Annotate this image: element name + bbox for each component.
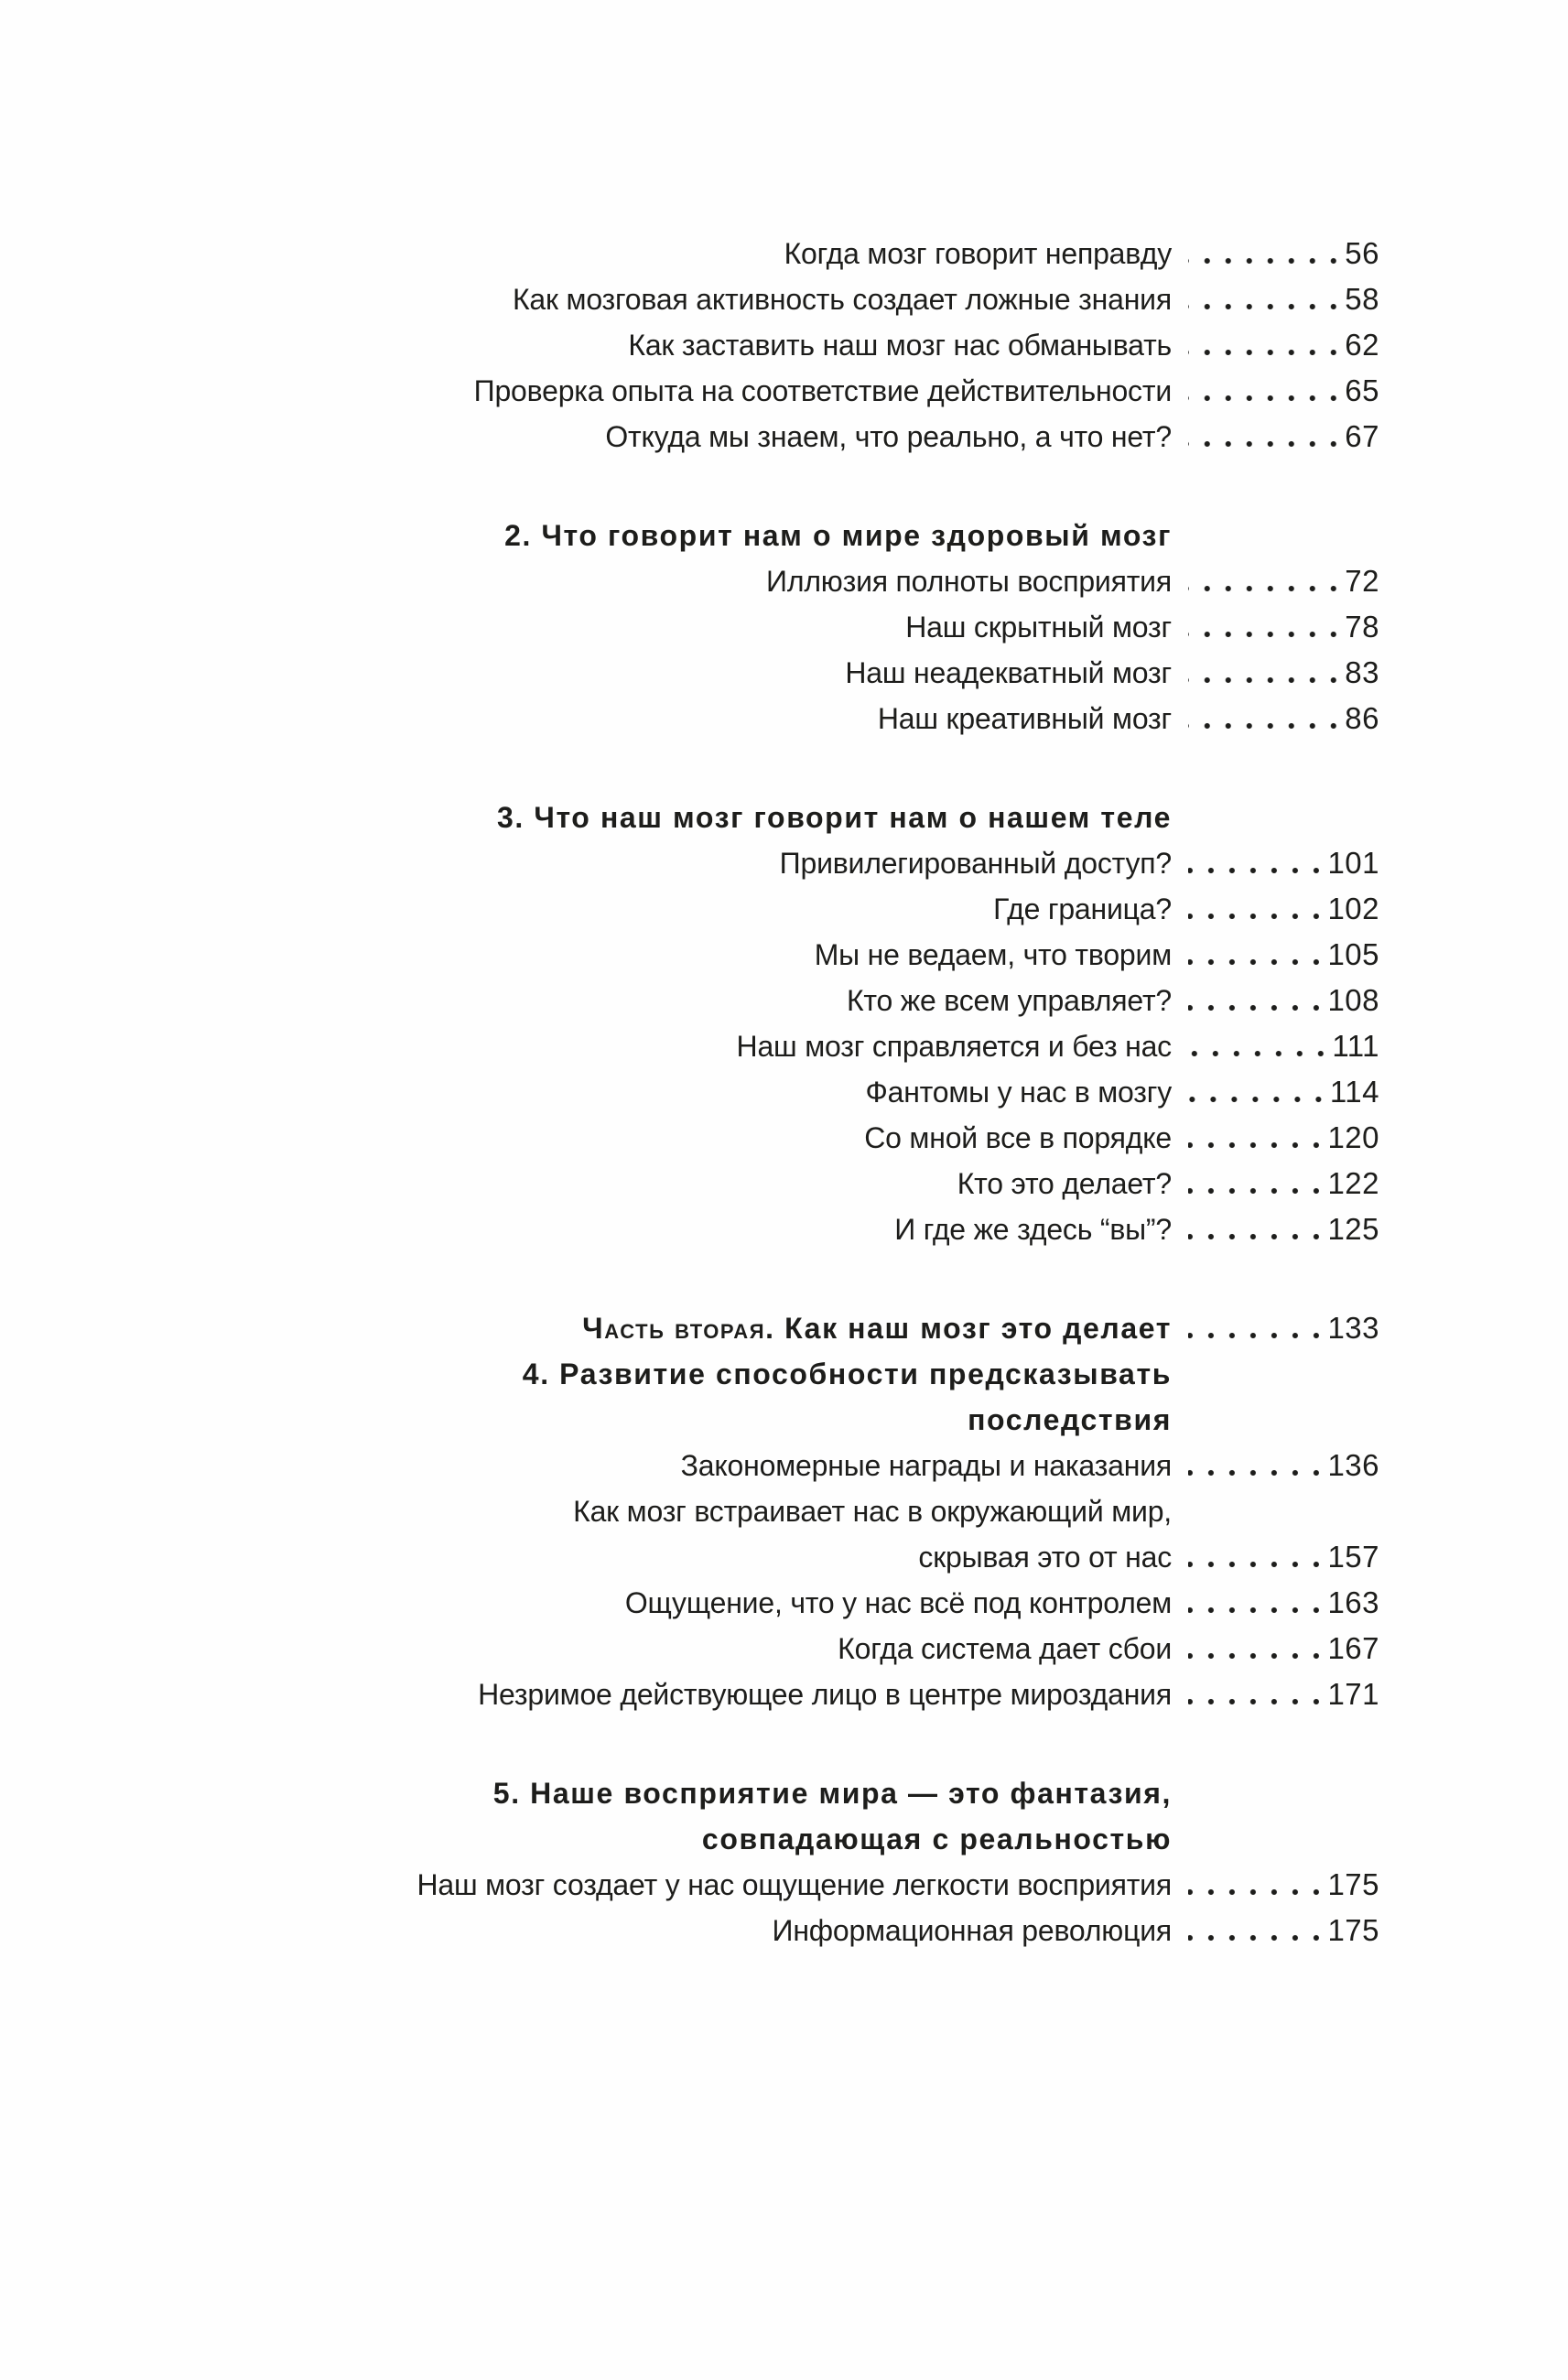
- dot-leader-icon: [1188, 1561, 1326, 1568]
- header-title: [497, 795, 1172, 840]
- title-text: Как наш мозг это делает: [774, 1312, 1172, 1345]
- leader-and-page: [1172, 650, 1379, 696]
- leader-and-page: [1172, 978, 1379, 1023]
- page-number: 78: [1345, 610, 1379, 644]
- entry-title: [847, 978, 1172, 1023]
- title-text: последствия: [968, 1403, 1172, 1436]
- toc-entry-row: [101, 368, 1379, 414]
- leader-and-page: [1172, 1671, 1379, 1717]
- entry-title: [513, 276, 1172, 322]
- toc-header-row: [101, 1305, 1379, 1351]
- dot-leader-icon: [1188, 1652, 1326, 1660]
- page-number: 171: [1327, 1677, 1379, 1711]
- page-number: 175: [1327, 1867, 1379, 1901]
- dot-leader-icon: [1188, 585, 1344, 592]
- dot-leader-icon: [1188, 1141, 1326, 1149]
- leader-and-page: [1172, 886, 1379, 932]
- entry-title: [628, 322, 1172, 368]
- dot-leader-icon: [1188, 958, 1326, 966]
- page-number: 120: [1327, 1120, 1379, 1154]
- leader-and-page: [1172, 1115, 1379, 1161]
- page-number: 86: [1345, 701, 1379, 735]
- dot-leader-icon: [1188, 303, 1344, 310]
- toc-section: [101, 795, 1379, 1252]
- toc-entry-row: [101, 1626, 1379, 1671]
- page-number: 175: [1327, 1913, 1379, 1947]
- title-text: Наш скрытный мозг: [905, 611, 1172, 644]
- entry-title: [864, 1115, 1172, 1161]
- page-number: 136: [1327, 1448, 1379, 1482]
- header-title: [702, 1816, 1172, 1862]
- leader-and-page: [1172, 1397, 1379, 1443]
- entry-title: [878, 696, 1172, 741]
- toc-section: [101, 513, 1379, 741]
- leader-and-page: [1172, 368, 1379, 414]
- toc-entry-row: [101, 1443, 1379, 1488]
- leader-and-page: [1172, 414, 1379, 460]
- entry-title: [918, 1534, 1172, 1580]
- entry-title: [780, 840, 1172, 886]
- dot-leader-icon: [1188, 395, 1344, 402]
- entry-title: [474, 368, 1172, 414]
- page-number: 125: [1327, 1212, 1379, 1246]
- page-number: 114: [1329, 1075, 1379, 1109]
- toc-entry-row: [101, 1534, 1379, 1580]
- toc-header-row: [101, 1397, 1379, 1443]
- leader-and-page: [1172, 1443, 1379, 1488]
- dot-leader-icon: [1188, 1233, 1326, 1240]
- toc-entry-row: [101, 1023, 1379, 1069]
- leader-and-page: [1172, 840, 1379, 886]
- title-text: Наш мозг справляется и без нас: [736, 1030, 1172, 1063]
- page-number: 62: [1345, 328, 1379, 362]
- title-text: 2. Что говорит нам о мире здоровый мозг: [504, 519, 1172, 552]
- leader-and-page: [1172, 276, 1379, 322]
- dot-leader-icon: [1188, 1469, 1326, 1477]
- header-title: [523, 1351, 1172, 1397]
- dot-leader-icon: [1188, 722, 1344, 730]
- dot-leader-icon: [1188, 631, 1344, 638]
- dot-leader-icon: [1188, 1050, 1331, 1057]
- page-number: 72: [1345, 564, 1379, 598]
- dot-leader-icon: [1188, 1004, 1326, 1012]
- title-text: Откуда мы знаем, что реально, а что нет?: [605, 420, 1172, 453]
- entry-title: [905, 604, 1172, 650]
- title-text: Мы не ведаем, что творим: [814, 938, 1172, 971]
- toc-entry-row: [101, 932, 1379, 978]
- page-number: 101: [1327, 846, 1379, 880]
- header-title: [968, 1397, 1172, 1443]
- title-text: Иллюзия полноты восприятия: [766, 565, 1172, 598]
- leader-and-page: [1172, 1534, 1379, 1580]
- toc-header-row: [101, 1351, 1379, 1397]
- leader-and-page: [1172, 231, 1379, 276]
- toc-header-row: [101, 795, 1379, 840]
- title-text: Наш неадекватный мозг: [845, 656, 1172, 689]
- title-text: Как мозг встраивает нас в окружающий мир,: [573, 1495, 1172, 1528]
- leader-and-page: [1172, 1161, 1379, 1206]
- toc-entry-row: [101, 840, 1379, 886]
- leader-and-page: [1172, 604, 1379, 650]
- toc: [101, 231, 1379, 1953]
- page-number: 167: [1327, 1631, 1379, 1665]
- entry-title: [416, 1862, 1172, 1908]
- page-number: 122: [1327, 1166, 1379, 1200]
- title-text: Закономерные награды и наказания: [680, 1449, 1172, 1482]
- page-number: 67: [1345, 419, 1379, 453]
- title-text: Со мной все в порядке: [864, 1121, 1172, 1154]
- entry-title: [573, 1488, 1172, 1534]
- toc-entry-row: [101, 1161, 1379, 1206]
- toc-entry-row: [101, 1488, 1379, 1534]
- entry-title: [784, 231, 1172, 276]
- leader-and-page: [1172, 1816, 1379, 1862]
- toc-header-row: [101, 1770, 1379, 1816]
- leader-and-page: [1172, 795, 1379, 840]
- toc-section: [101, 1770, 1379, 1953]
- toc-entry-row: [101, 650, 1379, 696]
- entry-title: [681, 1443, 1172, 1488]
- leader-and-page: [1172, 1305, 1379, 1351]
- leader-and-page: [1172, 1626, 1379, 1671]
- page-number: 133: [1327, 1311, 1379, 1345]
- toc-entry-row: [101, 231, 1379, 276]
- leader-and-page: [1172, 1069, 1379, 1115]
- dot-leader-icon: [1188, 867, 1326, 874]
- title-text: 4. Развитие способности предсказывать: [522, 1358, 1172, 1390]
- title-text: совпадающая с реальностью: [701, 1823, 1172, 1855]
- toc-entry-row: [101, 1671, 1379, 1717]
- page-number: 102: [1327, 892, 1379, 925]
- toc-entry-row: [101, 322, 1379, 368]
- toc-section: [101, 231, 1379, 460]
- header-title: [493, 1770, 1172, 1816]
- header-title: [582, 1305, 1172, 1351]
- entry-title: [625, 1580, 1172, 1626]
- toc-entry-row: [101, 1115, 1379, 1161]
- entry-title: [737, 1023, 1172, 1069]
- title-text: Кто же всем управляет?: [846, 984, 1172, 1017]
- toc-entry-row: [101, 886, 1379, 932]
- title-text: Где граница?: [993, 892, 1172, 925]
- page-number: 163: [1327, 1585, 1379, 1619]
- title-text: скрывая это от нас: [918, 1541, 1172, 1574]
- leader-and-page: [1172, 1908, 1379, 1953]
- title-text: Проверка опыта на соответствие действительности: [473, 374, 1172, 407]
- entry-title: [815, 932, 1172, 978]
- title-text: Привилегированный доступ?: [779, 847, 1172, 880]
- title-text: 5. Наше восприятие мира — это фантазия,: [492, 1777, 1172, 1810]
- toc-entry-row: [101, 978, 1379, 1023]
- title-text: И где же здесь “вы”?: [894, 1213, 1172, 1246]
- leader-and-page: [1172, 1023, 1379, 1069]
- title-text: Наш мозг создает у нас ощущение легкости восприятия: [416, 1868, 1172, 1901]
- leader-and-page: [1172, 558, 1379, 604]
- leader-and-page: [1172, 513, 1379, 558]
- entry-title: [838, 1626, 1172, 1671]
- dot-leader-icon: [1188, 349, 1344, 356]
- leader-and-page: [1172, 1770, 1379, 1816]
- entry-title: [993, 886, 1172, 932]
- dot-leader-icon: [1188, 1332, 1326, 1339]
- title-text: 3. Что наш мозг говорит нам о нашем теле: [497, 801, 1172, 834]
- title-text: Незримое действующее лицо в центре мироздания: [478, 1678, 1172, 1711]
- page-number: 108: [1327, 983, 1379, 1017]
- toc-entry-row: [101, 558, 1379, 604]
- dot-leader-icon: [1188, 1698, 1326, 1705]
- toc-entry-row: [101, 1862, 1379, 1908]
- title-text: Наш креативный мозг: [877, 702, 1172, 735]
- part-label: Часть вторая.: [582, 1312, 775, 1345]
- dot-leader-icon: [1188, 1934, 1326, 1942]
- title-text: Фантомы у нас в мозгу: [865, 1076, 1172, 1109]
- toc-entry-row: [101, 1206, 1379, 1252]
- toc-entry-row: [101, 604, 1379, 650]
- leader-and-page: [1172, 696, 1379, 741]
- leader-and-page: [1172, 1862, 1379, 1908]
- title-text: Кто это делает?: [957, 1167, 1172, 1200]
- dot-leader-icon: [1188, 913, 1326, 920]
- dot-leader-icon: [1188, 1096, 1329, 1103]
- page-number: 111: [1332, 1029, 1379, 1063]
- page-number: 83: [1345, 655, 1379, 689]
- entry-title: [766, 558, 1172, 604]
- page-number: 58: [1345, 282, 1379, 316]
- entry-title: [605, 414, 1172, 460]
- header-title: [504, 513, 1172, 558]
- leader-and-page: [1172, 322, 1379, 368]
- page-number: 65: [1345, 373, 1379, 407]
- page-number: 105: [1327, 937, 1379, 971]
- dot-leader-icon: [1188, 676, 1344, 684]
- dot-leader-icon: [1188, 440, 1344, 448]
- toc-header-row: [101, 513, 1379, 558]
- leader-and-page: [1172, 1488, 1379, 1534]
- dot-leader-icon: [1188, 1187, 1326, 1195]
- entry-title: [957, 1161, 1172, 1206]
- page-number: 157: [1327, 1540, 1379, 1574]
- entry-title: [865, 1069, 1172, 1115]
- toc-entry-row: [101, 696, 1379, 741]
- entry-title: [845, 650, 1172, 696]
- dot-leader-icon: [1188, 1606, 1326, 1614]
- title-text: Как заставить наш мозг нас обманывать: [628, 329, 1172, 362]
- title-text: Когда мозг говорит неправду: [784, 237, 1172, 270]
- toc-entry-row: [101, 414, 1379, 460]
- toc-header-row: [101, 1816, 1379, 1862]
- toc-entry-row: [101, 1908, 1379, 1953]
- leader-and-page: [1172, 1351, 1379, 1397]
- toc-entry-row: [101, 276, 1379, 322]
- toc-entry-row: [101, 1580, 1379, 1626]
- leader-and-page: [1172, 1206, 1379, 1252]
- title-text: Как мозговая активность создает ложные знания: [512, 283, 1172, 316]
- page-number: 56: [1345, 236, 1379, 270]
- title-text: Ощущение, что у нас всё под контролем: [624, 1586, 1172, 1619]
- entry-title: [773, 1908, 1172, 1953]
- toc-section: [101, 1305, 1379, 1717]
- dot-leader-icon: [1188, 1888, 1326, 1896]
- leader-and-page: [1172, 932, 1379, 978]
- dot-leader-icon: [1188, 257, 1344, 265]
- toc-entry-row: [101, 1069, 1379, 1115]
- leader-and-page: [1172, 1580, 1379, 1626]
- title-text: Когда система дает сбои: [838, 1632, 1172, 1665]
- title-text: Информационная революция: [772, 1914, 1172, 1947]
- entry-title: [478, 1671, 1172, 1717]
- entry-title: [894, 1206, 1172, 1252]
